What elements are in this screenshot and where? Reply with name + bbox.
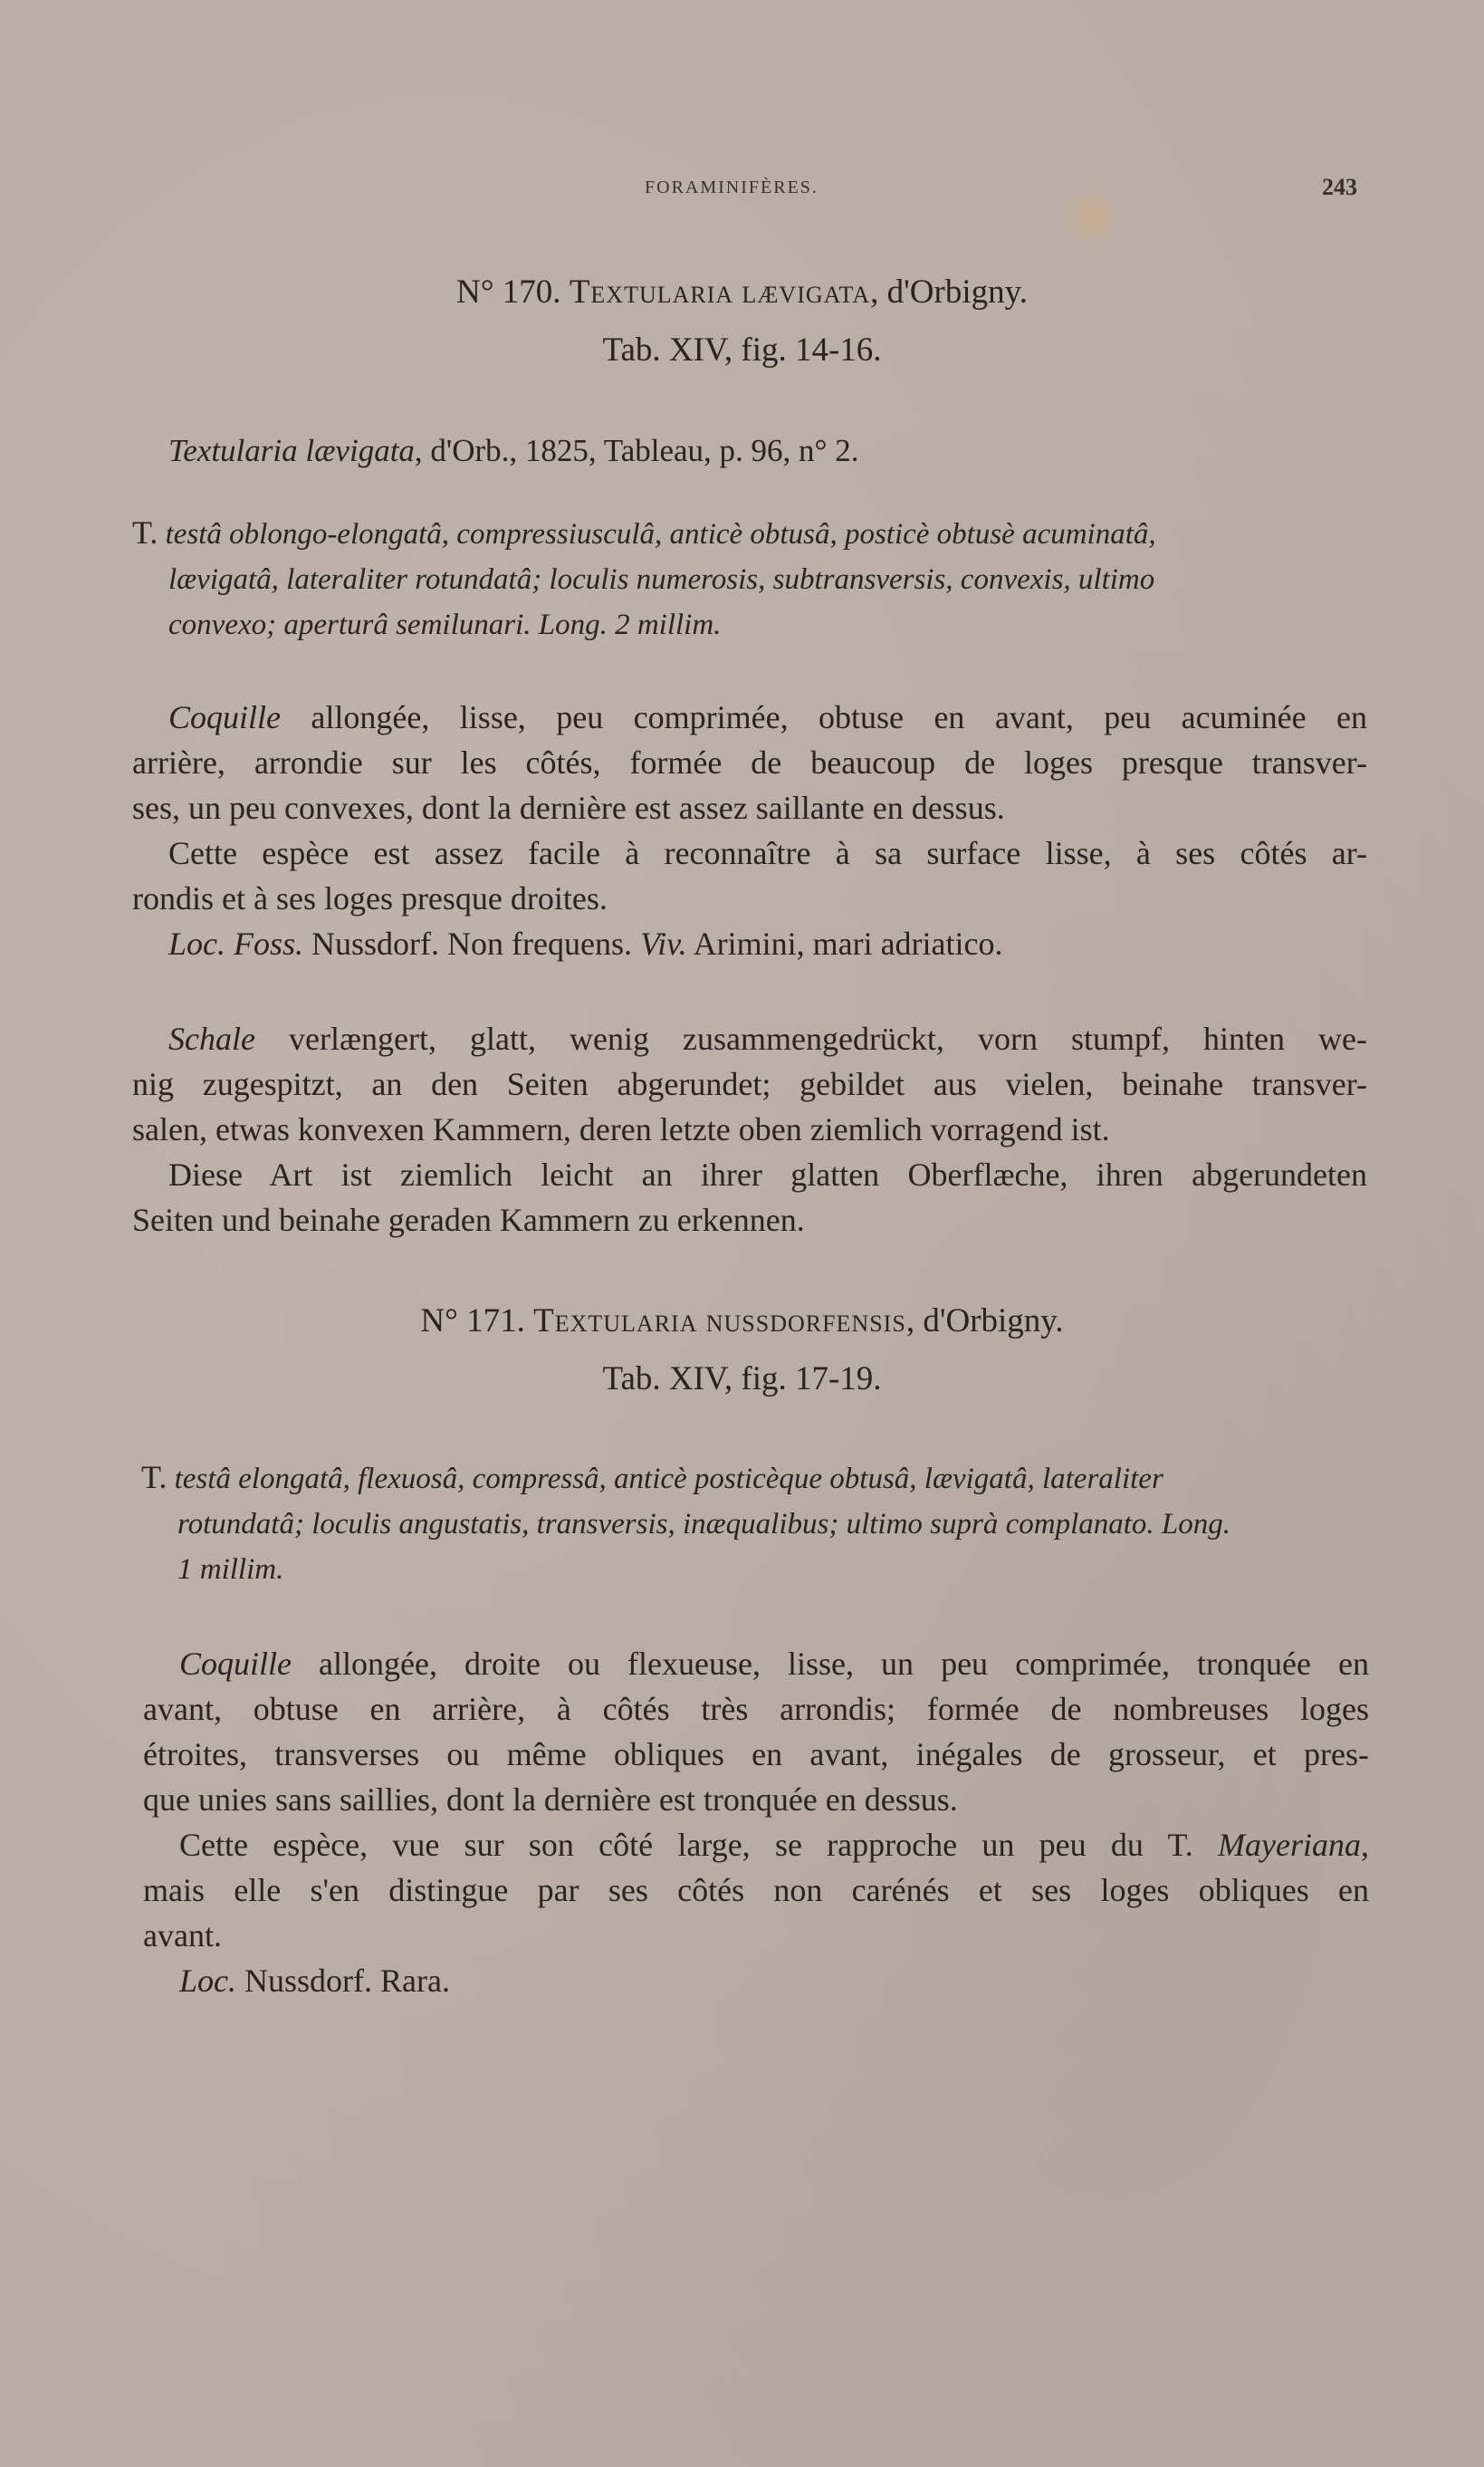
entry-171-diagnosis bbox=[141, 1454, 1369, 1592]
diagnosis-lead: T. bbox=[141, 1459, 168, 1495]
paragraph-line: Coquille allongée, lisse, peu comprimée, obtuse en avant, peu acuminée en bbox=[168, 699, 1367, 735]
paragraph-line: Cette espèce, vue sur son côté large, se rapproche un peu du T. Mayeriana, bbox=[179, 1827, 1369, 1863]
synonym-name: Textularia lævigata bbox=[168, 433, 415, 468]
page-number: 243 bbox=[1322, 174, 1357, 200]
entry-170-number: N° 170. bbox=[456, 274, 561, 311]
mayeriana-word: Mayeriana bbox=[1218, 1827, 1361, 1863]
entry-171-plate: Tab. XIV, fig. 17-19. bbox=[602, 1360, 882, 1397]
diagnosis-line bbox=[141, 1454, 1369, 1502]
diagnosis-line: rotundatâ; loculis angustatis, transversis, inæqualibus; ultimo suprà complanato. Long. bbox=[177, 1508, 1231, 1541]
paragraph-line: rondis et à ses loges presque droites. bbox=[132, 880, 608, 917]
entry-170-diagnosis bbox=[132, 510, 1367, 648]
locality-label: Loc. bbox=[179, 1963, 236, 1999]
paragraph-line: ses, un peu convexes, dont la dernière est assez saillante en dessus. bbox=[132, 790, 1005, 826]
entry-170-synonym bbox=[168, 428, 1373, 474]
entry-170-author: , d'Orbigny. bbox=[870, 274, 1028, 311]
paragraph-line: Coquille allongée, droite ou flexueuse, lisse, un peu comprimée, tronquée en bbox=[179, 1646, 1369, 1682]
synonym-reference: , d'Orb., 1825, Tableau, p. 96, n° 2. bbox=[414, 433, 859, 468]
paragraph-line: salen, etwas konvexen Kammern, deren letzte oben ziemlich vorragend ist. bbox=[132, 1111, 1110, 1147]
entry-171-genus: Textularia bbox=[533, 1302, 698, 1339]
entry-170-species: lævigata bbox=[742, 274, 871, 311]
entry-171-species: nussdorfensis bbox=[705, 1302, 906, 1339]
coquille-word: Coquille bbox=[168, 699, 281, 735]
entry-170-genus: Textularia bbox=[569, 274, 734, 311]
running-header bbox=[0, 174, 1484, 205]
paragraph-line: Cette espèce est assez facile à reconnaître à sa surface lisse, à ses côtés ar- bbox=[168, 835, 1367, 871]
entry-170-heading bbox=[0, 270, 1484, 373]
paragraph-line: Seiten und beinahe geraden Kammern zu erkennen. bbox=[132, 1202, 805, 1238]
locality-text: Nussdorf. Non frequens. bbox=[303, 926, 640, 962]
viv-label: Viv. bbox=[639, 926, 687, 962]
paragraph-line: mais elle s'en distingue par ses côtés non carénés et ses loges obliques en bbox=[143, 1872, 1369, 1908]
diagnosis-line: convexo; aperturâ semilunari. Long. 2 millim. bbox=[168, 609, 722, 641]
paragraph-line: avant. bbox=[143, 1917, 222, 1953]
paragraph-line: nig zugespitzt, an den Seiten abgerundet; gebildet aus vielen, beinahe transver- bbox=[132, 1066, 1367, 1102]
locality-line bbox=[132, 921, 1367, 966]
entry-171-title bbox=[0, 1299, 1484, 1344]
diagnosis-text: testâ elongatâ, flexuosâ, compressâ, anticè posticèque obtusâ, lævigatâ, lateraliter bbox=[174, 1463, 1163, 1495]
coquille-word: Coquille bbox=[179, 1646, 292, 1682]
running-title: FORAMINIFÈRES. bbox=[645, 178, 819, 197]
paragraph-line: Schale verlængert, glatt, wenig zusammengedrückt, vorn stumpf, hinten we- bbox=[168, 1021, 1367, 1057]
paragraph-line: que unies sans saillies, dont la dernière est tronquée en dessus. bbox=[143, 1781, 958, 1818]
diagnosis-line: lævigatâ, lateraliter rotundatâ; loculis numerosis, subtransversis, convexis, ultimo bbox=[168, 563, 1155, 596]
entry-170-french-description bbox=[132, 695, 1367, 966]
entry-171-author: , d'Orbigny. bbox=[905, 1302, 1064, 1339]
entry-170-title bbox=[0, 270, 1484, 315]
paragraph-line: arrière, arrondie sur les côtés, formée de beaucoup de loges presque transver- bbox=[132, 744, 1367, 781]
locality-label: Loc. Foss. bbox=[168, 926, 304, 962]
entry-171-number: N° 171. bbox=[420, 1302, 525, 1339]
entry-171-heading bbox=[0, 1299, 1484, 1402]
locality-line bbox=[143, 1958, 1369, 2003]
paragraph-line: avant, obtuse en arrière, à côtés très arrondis; formée de nombreuses loges bbox=[143, 1691, 1369, 1727]
schale-word: Schale bbox=[168, 1021, 255, 1057]
diagnosis-line: 1 millim. bbox=[177, 1553, 284, 1586]
entry-171-french-description bbox=[143, 1641, 1369, 2003]
viv-text: Arimini, mari adriatico. bbox=[686, 926, 1003, 962]
locality-text: Nussdorf. Rara. bbox=[236, 1963, 450, 1999]
diagnosis-lead: T. bbox=[132, 514, 158, 551]
entry-170-plate: Tab. XIV, fig. 14-16. bbox=[602, 331, 882, 369]
paragraph-line: étroites, transverses ou même obliques en avant, inégales de grosseur, et pres- bbox=[143, 1736, 1369, 1772]
diagnosis-text: testâ oblongo-elongatâ, compressiusculâ, anticè obtusâ, posticè obtusè acuminatâ, bbox=[165, 518, 1156, 551]
entry-170-german-description bbox=[132, 1016, 1367, 1243]
diagnosis-line bbox=[132, 510, 1367, 557]
paragraph-line: Diese Art ist ziemlich leicht an ihrer glatten Oberflæche, ihren abgerundeten bbox=[168, 1157, 1367, 1193]
